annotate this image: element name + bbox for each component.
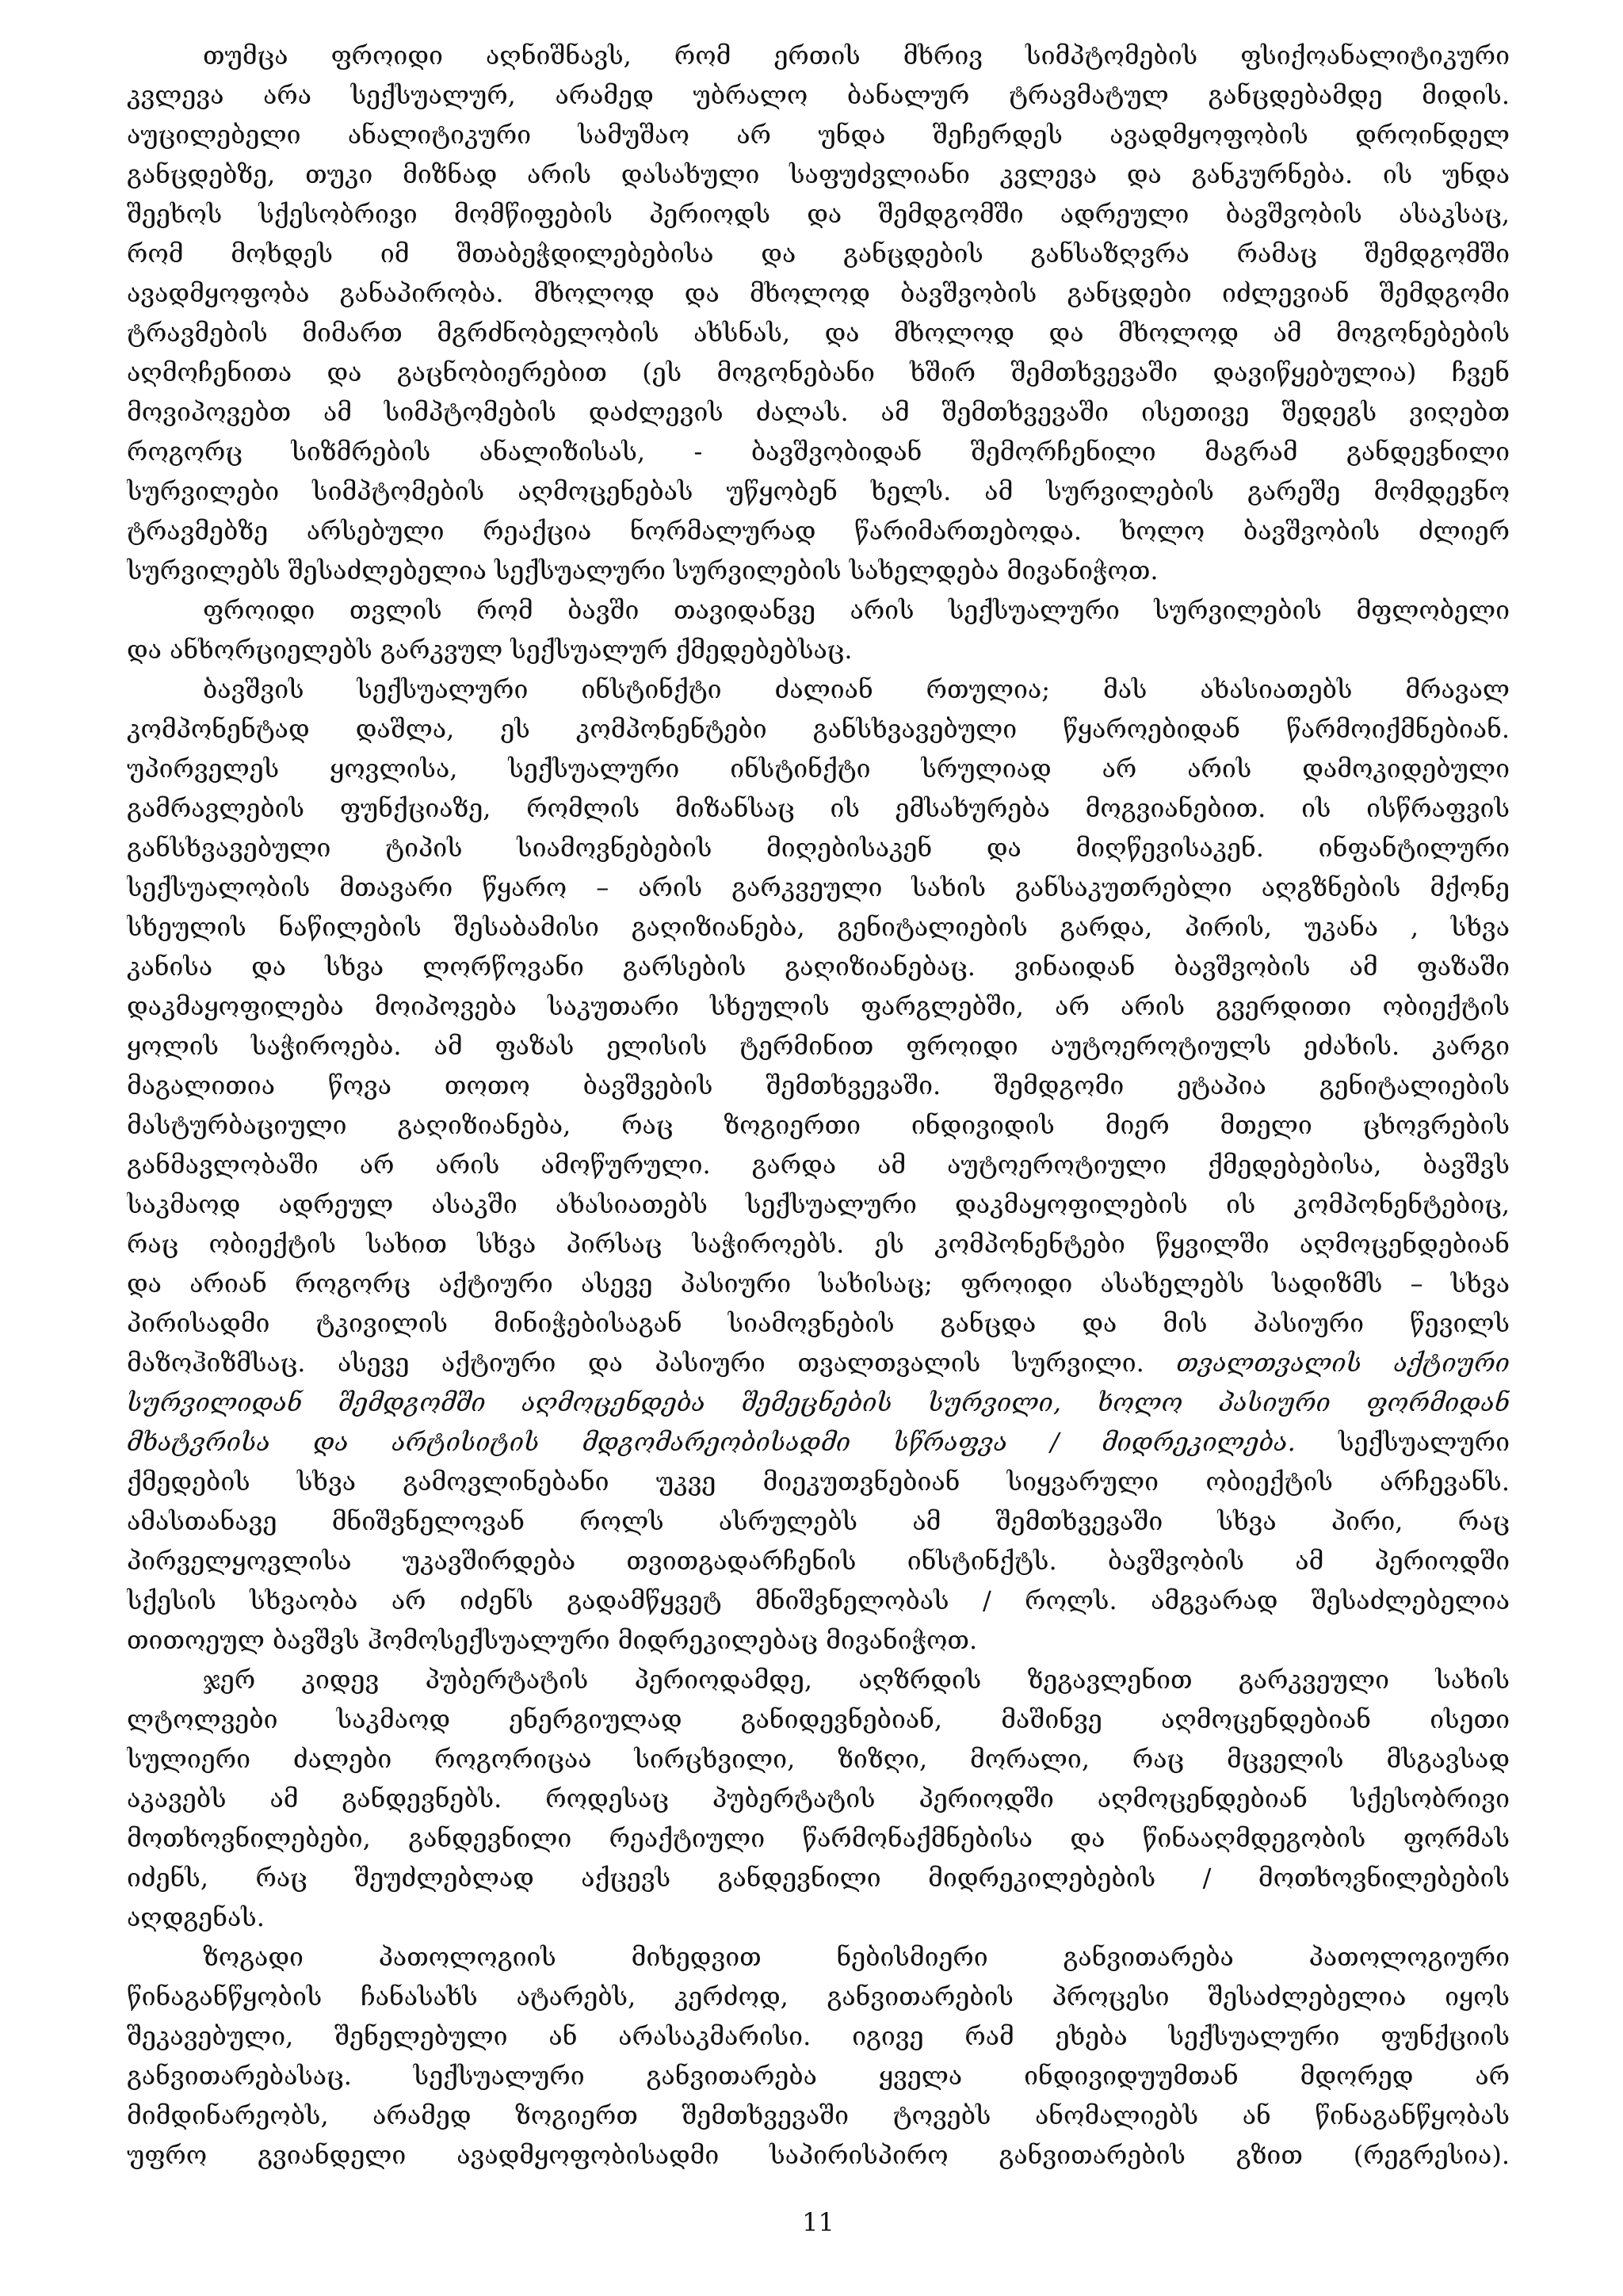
text-line: დაკმაყოფილება მოიპოვება საკუთარი სხეულის ფარგლებში, არ არის გვერდითი ობიექტის bbox=[127, 991, 1510, 1021]
text-line: სხეულის ნაწილების შესაბამისი გაღიზიანება, გენიტალიების გარდა, პირის, უკანა , სხვა bbox=[127, 912, 1510, 942]
text-line: ლტოლვები საკმაოდ ენერგიულად განიდევნებიან, მაშინვე აღმოცენდებიან ისეთი bbox=[127, 1704, 1510, 1734]
text-line: ქმედების სხვა გამოვლინებანი უკვე მიეკუთვნებიან სიყვარული ობიექტის არჩევანს. bbox=[127, 1466, 1510, 1497]
text-line: სულიერი ძალები როგორიცაა სირცხვილი, ზიზღი, მორალი, რაც მცველის მსგავსად bbox=[127, 1744, 1510, 1774]
text-line: განვითარებასაც. სექსუალური განვითარება ყველა ინდივიდუუმთან მდორედ არ bbox=[127, 2061, 1510, 2091]
paragraph bbox=[127, 669, 1510, 1660]
text-line: განსხვავებული ტიპის სიამოვნებების მიღებისაკენ და მიღწევისაკენ. ინფანტილური bbox=[127, 833, 1510, 863]
text-line: განმავლობაში არ არის ამოწურული. გარდა ამ აუტოეროტიული ქმედებებისა, ბავშვს bbox=[127, 1150, 1510, 1180]
text-line: სურვილები სიმპტომების აღმოცენებას უწყობენ ხელს. ამ სურვილების გარეშე მომდევნო bbox=[127, 476, 1510, 506]
text-line: მაგალითია წოვა თოთო ბავშვების შემთხვევაში. შემდგომი ეტაპია გენიტალიების bbox=[127, 1070, 1510, 1100]
text-line: და ანხორციელებს გარკვულ სექსუალურ ქმედებებსაც. bbox=[127, 635, 853, 665]
text-line: მოვიპოვებთ ამ სიმპტომების დაძლევის ძალას. ამ შემთხვევაში ისეთივე შედეგს ვიღებთ bbox=[127, 397, 1510, 427]
text-line: კომპონენტად დაშლა, ეს კომპონენტები განსხვავებული წყაროებიდან წარმოიქმნებიან. bbox=[127, 714, 1510, 744]
text-line bbox=[127, 1343, 1510, 1383]
text-run: მაზოჰიზმსაც. ასევე აქტიური და პასიური თვალთვალის სურვილი. bbox=[127, 1348, 1144, 1378]
text-line: რაც ობიექტის სახით სხვა პირსაც საჭიროებს. ეს კომპონენტები წყვილში აღმოცენდებიან bbox=[127, 1229, 1510, 1259]
text-line: ავადმყოფობა განაპირობა. მხოლოდ და მხოლოდ ბავშვობის განცდები იძლევიან შემდგომი bbox=[127, 278, 1510, 308]
text-line: ამასთანავე მნიშვნელოვან როლს ასრულებს ამ შემთხვევაში სხვა პირი, რაც bbox=[127, 1506, 1510, 1536]
paragraph bbox=[127, 590, 1510, 669]
text-line bbox=[127, 1383, 1510, 1422]
paragraph bbox=[127, 1660, 1510, 1937]
text-line: შეკავებული, შენელებული ან არასაკმარისი. იგივე რამ ეხება სექსუალური ფუნქციის bbox=[127, 2021, 1510, 2051]
text-line: ტრავმებზე არსებული რეაქცია ნორმალურად წარიმართებოდა. ხოლო ბავშვობის ძლიერ bbox=[127, 516, 1510, 546]
text-line: ტრავმების მიმართ მგრძნობელობის ახსნას, და მხოლოდ და მხოლოდ ამ მოგონებების bbox=[127, 318, 1510, 348]
text-run: სექსუალური bbox=[1338, 1427, 1510, 1457]
text-line: იძენს, რაც შეუძლებლად აქცევს განდევნილი მიდრეკილებების / მოთხოვნილებების bbox=[127, 1863, 1510, 1893]
text-line: ჯერ კიდევ პუბერტატის პერიოდამდე, აღზრდის ზეგავლენით გარკვეული სახის bbox=[203, 1665, 1510, 1695]
text-line: უპირველეს ყოვლისა, სექსუალური ინსტინქტი სრულიად არ არის დამოკიდებული bbox=[127, 753, 1510, 784]
italic-text-run: თვალთვალის აქტიური bbox=[1176, 1348, 1510, 1378]
text-line: აღმოჩენითა და გაცნობიერებით (ეს მოგონებანი ხშირ შემთხვევაში დავიწყებულია) ჩვენ bbox=[127, 357, 1510, 387]
text-line: უფრო გვიანდელი ავადმყოფობისადმი საპირისპირო განვითარების გზით (რეგრესია). bbox=[127, 2140, 1510, 2170]
paragraph bbox=[127, 36, 1510, 590]
italic-text-run: მხატვრისა და არტისიტის მდგომარეობისადმი სწრაფვა / მიდრეკილება. bbox=[127, 1427, 1296, 1457]
italic-text-run: სურვილიდან შემდგომში აღმოცენდება შემეცნების სურვილი, ხოლო პასიური ფორმიდან bbox=[127, 1387, 1510, 1417]
text-line: სურვილებს შესაძლებელია სექსუალური სურვილების სახელდება მივანიჭოთ. bbox=[127, 555, 1159, 585]
body-text bbox=[127, 36, 1510, 2175]
text-line: პირისადმი ტკივილის მინიჭებისაგან სიამოვნების განცდა და მის პასიური წევილს bbox=[127, 1308, 1510, 1338]
text-line: შეეხოს სქესობრივი მომწიფების პერიოდს და შემდგომში ადრეული ბავშვობის ასაკსაც, bbox=[127, 199, 1510, 229]
text-line: რომ მოხდეს იმ შთაბეჭდილებებისა და განცდების განსაზღვრა რამაც შემდგომში bbox=[127, 238, 1510, 269]
text-line: თუმცა ფროიდი აღნიშნავს, რომ ერთის მხრივ სიმპტომების ფსიქოანალიტიკური bbox=[203, 40, 1510, 71]
text-line: აღდგენას. bbox=[127, 1902, 265, 1932]
text-line: თითოეულ ბავშვს ჰომოსექსუალური მიდრეკილებაც მივანიჭოთ. bbox=[127, 1625, 978, 1655]
text-line: კანისა და სხვა ლორწოვანი გარსების გაღიზიანებაც. ვინაიდან ბავშვობის ამ ფაზაში bbox=[127, 952, 1510, 982]
text-line: პირველყოვლისა უკავშირდება თვითგადარჩენის ინსტინქტს. ბავშვობის ამ პერიოდში bbox=[127, 1546, 1510, 1576]
text-line: წინაგანწყობის ჩანასახს ატარებს, კერძოდ, განვითარების პროცესი შესაძლებელია იყოს bbox=[127, 1981, 1510, 2012]
text-line: მასტურბაციული გაღიზიანება, რაც ზოგიერთი ინდივიდის მიერ მთელი ცხოვრების bbox=[127, 1110, 1510, 1140]
text-line: კვლევა არა სექსუალურ, არამედ უბრალო ბანალურ ტრავმატულ განცდებამდე მიდის. bbox=[127, 80, 1510, 110]
page-number: 11 bbox=[802, 2207, 834, 2237]
text-line bbox=[127, 1422, 1510, 1462]
text-line: სქესის სხვაობა არ იძენს გადამწყვეტ მნიშვნელობას / როლს. ამგვარად შესაძლებელია bbox=[127, 1585, 1510, 1615]
text-line: გამრავლების ფუნქციაზე, რომლის მიზანსაც ის ემსახურება მოგვიანებით. ის ისწრაფვის bbox=[127, 793, 1510, 823]
text-line: აუცილებელი ანალიტიკური სამუშაო არ უნდა შეჩერდეს ავადმყოფობის დროინდელ bbox=[127, 120, 1510, 150]
text-line: განცდებზე, თუკი მიზნად არის დასახული საფუძვლიანი კვლევა და განკურნება. ის უნდა bbox=[127, 159, 1510, 189]
text-line: სექსუალობის მთავარი წყარო – არის გარკვეული სახის განსაკუთრებლი აღგზნების მქონე bbox=[127, 872, 1510, 902]
text-line: მოთხოვნილებები, განდევნილი რეაქტიული წარმონაქმნებისა და წინააღმდეგობის ფორმას bbox=[127, 1823, 1510, 1853]
text-line: და არიან როგორც აქტიური ასევე პასიური სახისაც; ფროიდი ასახელებს სადიზმს – სხვა bbox=[127, 1268, 1510, 1299]
text-line: ფროიდი თვლის რომ ბავში თავიდანვე არის სექსუალური სურვილების მფლობელი bbox=[203, 595, 1510, 625]
text-line: მიმდინარეობს, არამედ ზოგიერთ შემთხვევაში ტოვებს ანომალიებს ან წინაგანწყობას bbox=[127, 2100, 1510, 2130]
text-line: როგორც სიზმრების ანალიზისას, - ბავშვობიდან შემორჩენილი მაგრამ განდევნილი bbox=[127, 437, 1510, 467]
text-line: აკავებს ამ განდევნებს. როდესაც პუბერტატის პერიოდში აღმოცენდებიან სქესობრივი bbox=[127, 1783, 1510, 1814]
text-line: ზოგადი პათოლოგიის მიხედვით ნებისმიერი განვითარება პათოლოგიური bbox=[203, 1942, 1510, 1972]
text-line: ბავშვის სექსუალური ინსტინქტი ძალიან რთულია; მას ახასიათებს მრავალ bbox=[203, 674, 1510, 704]
text-line: საკმაოდ ადრეულ ასაკში ახასიათებს სექსუალური დაკმაყოფილების ის კომპონენტებიც, bbox=[127, 1189, 1510, 1219]
paragraph bbox=[127, 1937, 1510, 2175]
text-line: ყოლის საჭიროება. ამ ფაზას ელისის ტერმინით ფროიდი აუტოეროტიულს ეძახის. კარგი bbox=[127, 1031, 1510, 1061]
